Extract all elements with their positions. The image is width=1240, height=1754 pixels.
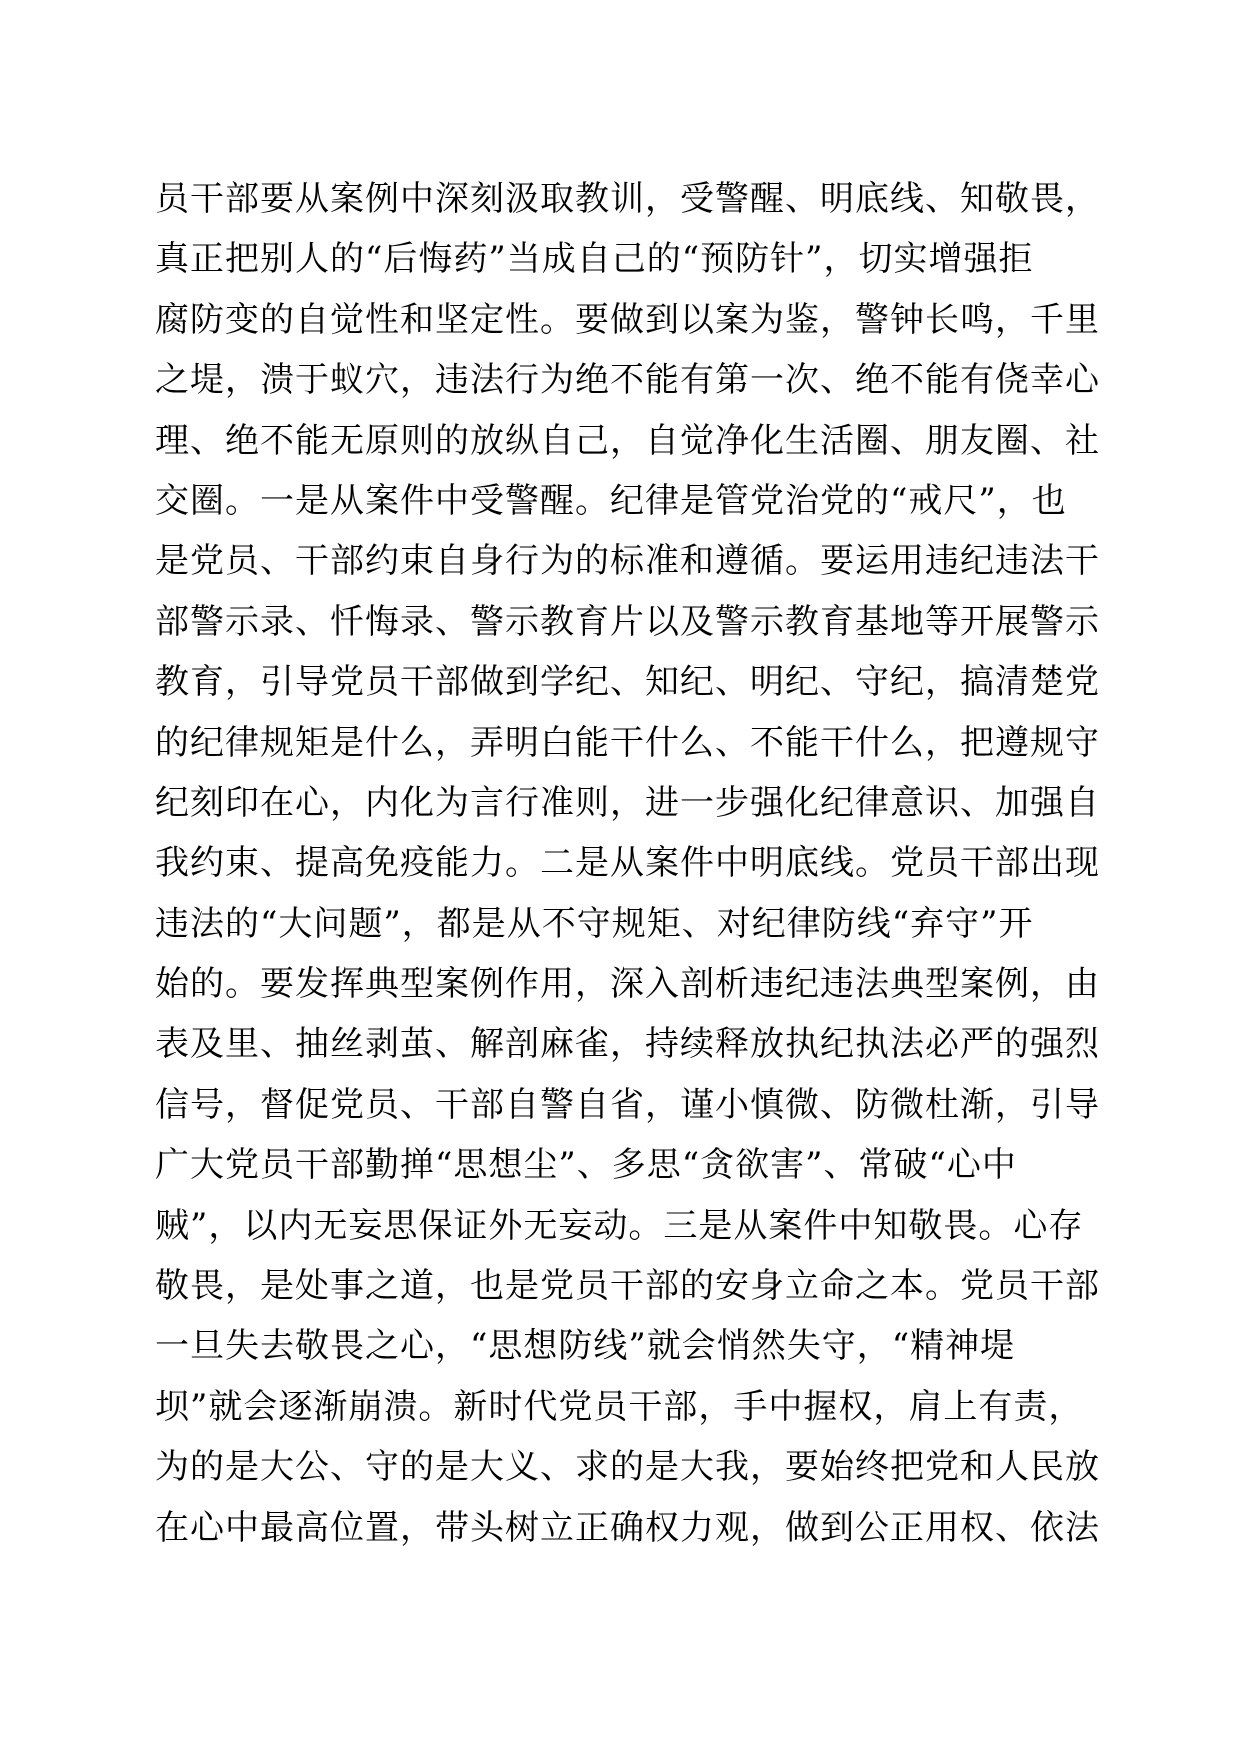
text-line: 敬畏，是处事之道，也是党员干部的安身立命之本。党员干部 [155, 1266, 1100, 1307]
text-line: 部警示录、忏悔录、警示教育片以及警示教育基地等开展警示 [155, 601, 1100, 642]
body-text [155, 169, 1100, 1558]
text-line: 纪刻印在心，内化为言行准则，进一步强化纪律意识、加强自 [155, 782, 1100, 823]
text-line: 腐防变的自觉性和坚定性。要做到以案为鉴，警钟长鸣，千里 [155, 299, 1100, 340]
text-line: 信号，督促党员、干部自警自省，谨小慎微、防微杜渐，引导 [155, 1084, 1100, 1125]
text-line: 教育，引导党员干部做到学纪、知纪、明纪、守纪，搞清楚党 [155, 662, 1100, 703]
text-line: 员干部要从案例中深刻汲取教训，受警醒、明底线、知敬畏， [155, 179, 1100, 219]
text-line: 广大党员干部勤掸“思想尘”、多思“贪欲害”、常破“心中 [155, 1145, 1017, 1186]
text-line: 贼”，以内无妄思保证外无妄动。三是从案件中知敬畏。心存 [155, 1205, 1084, 1246]
text-line: 交圈。一是从案件中受警醒。纪律是管党治党的“戒尺”，也 [155, 480, 1067, 521]
text-line: 我约束、提高免疫能力。二是从案件中明底线。党员干部出现 [155, 843, 1100, 884]
text-line: 之堤，溃于蚁穴，违法行为绝不能有第一次、绝不能有侥幸心 [155, 360, 1100, 401]
text-line: 在心中最高位置，带头树立正确权力观，做到公正用权、依法 [155, 1507, 1100, 1548]
text-line: 违法的“大问题”，都是从不守规矩、对纪律防线“弃守”开 [155, 903, 1034, 944]
text-line: 真正把别人的“后悔药”当成自己的“预防针”，切实增强拒 [155, 239, 1034, 280]
text-line: 一旦失去敬畏之心，“思想防线”就会悄然失守，“精神堤 [155, 1326, 1016, 1367]
text-line: 为的是大公、守的是大义、求的是大我，要始终把党和人民放 [155, 1447, 1100, 1488]
text-line: 坝”就会逐渐崩溃。新时代党员干部，手中握权，肩上有责， [155, 1386, 1084, 1427]
text-line: 表及里、抽丝剥茧、解剖麻雀，持续释放执纪执法必严的强烈 [155, 1024, 1100, 1065]
text-line: 的纪律规矩是什么，弄明白能干什么、不能干什么，把遵规守 [155, 722, 1100, 763]
text-line: 是党员、干部约束自身行为的标准和遵循。要运用违纪违法干 [155, 541, 1100, 582]
text-line: 始的。要发挥典型案例作用，深入剖析违纪违法典型案例，由 [155, 964, 1100, 1005]
text-line: 理、绝不能无原则的放纵自己，自觉净化生活圈、朋友圈、社 [155, 420, 1100, 461]
